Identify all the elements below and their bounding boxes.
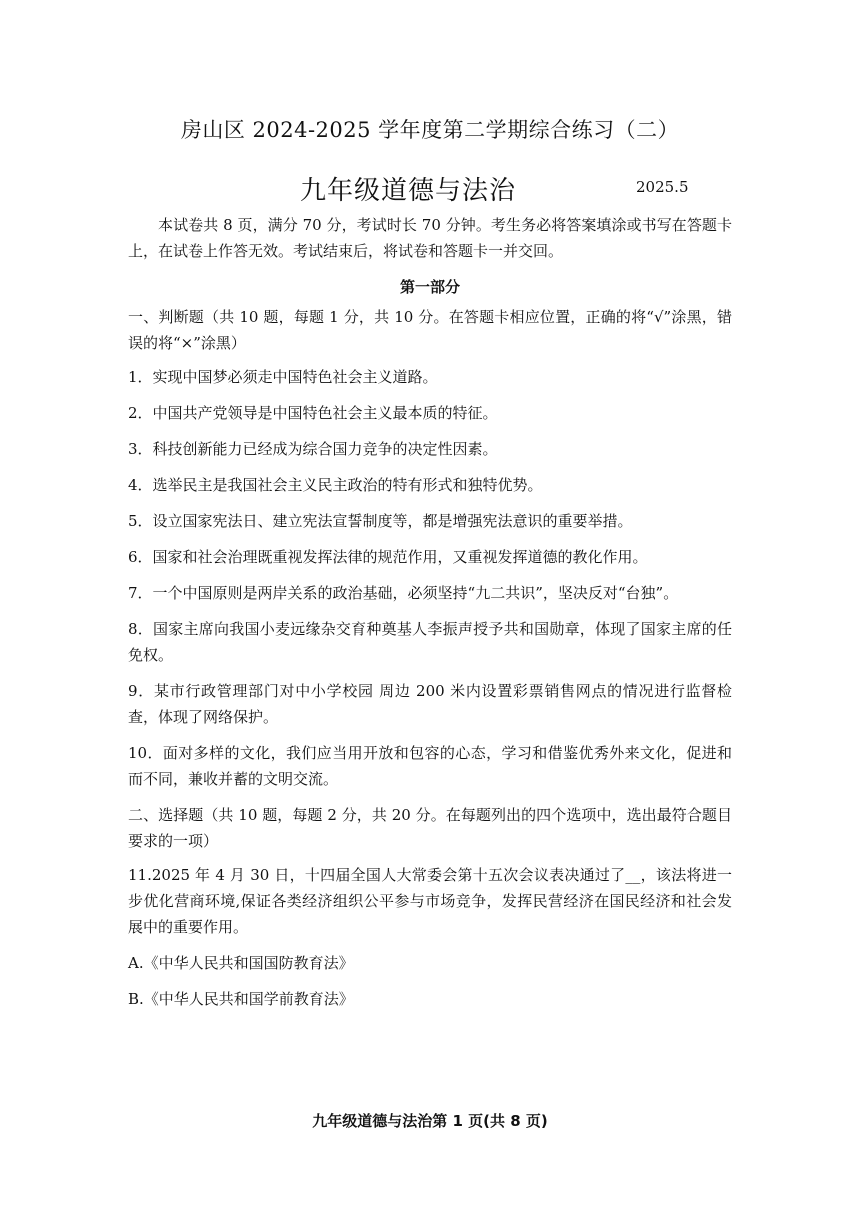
question-10: 10．面对多样的文化，我们应当用开放和包容的心态，学习和借鉴优秀外来文化，促进和而不同，兼收并蓄的文明交流。 xyxy=(128,744,732,788)
exam-content xyxy=(128,212,732,1022)
question-9: 9．某市行政管理部门对中小学校园 周边 200 米内设置彩票销售网点的情况进行监督检查，体现了网络保护。 xyxy=(128,682,732,726)
question-4: 4．选举民主是我国社会主义民主政治的特有形式和独特优势。 xyxy=(128,476,543,494)
part-heading: 第一部分 xyxy=(399,278,460,296)
exam-title: 房山区 2024-2025 学年度第二学期综合练习（二） xyxy=(180,118,680,142)
option-b: B.《中华人民共和国学前教育法》 xyxy=(128,990,354,1008)
instructions: 本试卷共 8 页，满分 70 分，考试时长 70 分钟。考生务必将答案填涂或书写在答题卡上，在试卷上作答无效。考试结束后，将试卷和答题卡一并交回。 xyxy=(128,216,732,260)
subject-title: 九年级道德与法治 xyxy=(300,176,517,206)
question-5: 5．设立国家宪法日、建立宪法宣誓制度等，都是增强宪法意识的重要举措。 xyxy=(128,512,633,530)
question-1: 1．实现中国梦必须走中国特色社会主义道路。 xyxy=(128,368,438,386)
section-heading-multiple-choice: 二、选择题（共 10 题，每题 2 分，共 20 分。在每题列出的四个选项中，选出最符合题目要求的一项） xyxy=(128,806,732,850)
option-a: A.《中华人民共和国国防教育法》 xyxy=(128,954,354,972)
exam-date: 2025.5 xyxy=(636,178,689,196)
question-8: 8．国家主席向我国小麦远缘杂交育种奠基人李振声授予共和国勋章，体现了国家主席的任免权。 xyxy=(128,620,732,664)
question-11: 11.2025 年 4 月 30 日，十四届全国人大常委会第十五次会议表决通过了__，该法将进一步优化营商环境,保证各类经济组织公平参与市场竞争，发挥民营经济在国民经济和社会发展中的重要作用。 xyxy=(128,866,732,936)
question-7: 7．一个中国原则是两岸关系的政治基础，必须坚持“九二共识”，坚决反对“台独”。 xyxy=(128,584,679,602)
question-3: 3．科技创新能力已经成为综合国力竞争的决定性因素。 xyxy=(128,440,498,458)
question-2: 2．中国共产党领导是中国特色社会主义最本质的特征。 xyxy=(128,404,498,422)
section-heading-true-false: 一、判断题（共 10 题，每题 1 分，共 10 分。在答题卡相应位置，正确的将“√”涂黑，错误的将“×”涂黑） xyxy=(128,308,732,352)
page-footer: 九年级道德与法治第 1 页(共 8 页) xyxy=(312,1112,548,1130)
question-6: 6．国家和社会治理既重视发挥法律的规范作用，又重视发挥道德的教化作用。 xyxy=(128,548,648,566)
